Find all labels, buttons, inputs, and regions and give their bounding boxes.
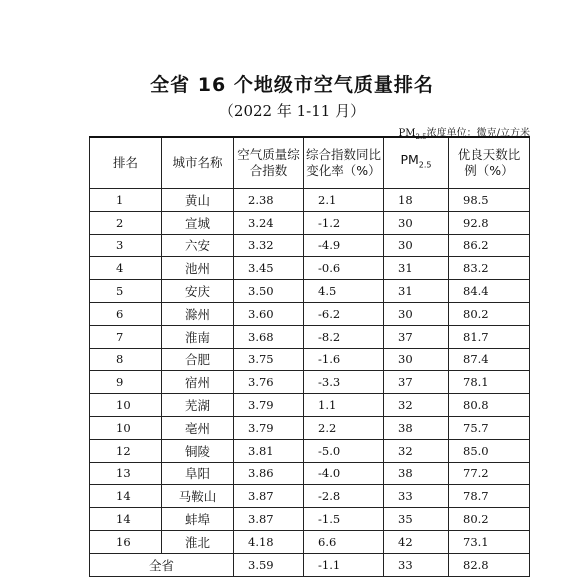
table-row xyxy=(90,325,530,348)
cell-city: 六安 xyxy=(162,234,234,257)
cell-index: 3.79 xyxy=(234,416,304,439)
cell-pm: 42 xyxy=(384,530,449,553)
cell-index: 4.18 xyxy=(234,530,304,553)
cell-rank: 1 xyxy=(90,189,162,212)
cell-good: 78.7 xyxy=(449,485,530,508)
header-pm-label: PM xyxy=(400,152,419,168)
cell-change: 6.6 xyxy=(304,530,384,553)
cell-city: 池州 xyxy=(162,257,234,280)
cell-good: 92.8 xyxy=(449,211,530,234)
cell-city: 合肥 xyxy=(162,348,234,371)
cell-pm: 30 xyxy=(384,348,449,371)
table-row xyxy=(90,508,530,531)
table-row xyxy=(90,234,530,257)
cell-index: 3.81 xyxy=(234,439,304,462)
cell-change: 2.1 xyxy=(304,189,384,212)
cell-rank: 6 xyxy=(90,302,162,325)
cell-pm: 30 xyxy=(384,211,449,234)
cell-index: 3.24 xyxy=(234,211,304,234)
header-change xyxy=(304,137,384,189)
cell-index: 3.60 xyxy=(234,302,304,325)
cell-pm: 31 xyxy=(384,257,449,280)
cell-index: 3.87 xyxy=(234,485,304,508)
cell-city: 宿州 xyxy=(162,371,234,394)
header-pm-sub: 2.5 xyxy=(418,160,432,170)
cell-pm: 32 xyxy=(384,394,449,417)
table-row xyxy=(90,189,530,212)
cell-pm: 30 xyxy=(384,234,449,257)
cell-rank: 7 xyxy=(90,325,162,348)
cell-pm: 18 xyxy=(384,189,449,212)
table-row xyxy=(90,485,530,508)
header-good-line2: 例（%） xyxy=(464,163,514,178)
cell-change: -1.6 xyxy=(304,348,384,371)
table-body xyxy=(90,189,530,577)
cell-change: -4.9 xyxy=(304,234,384,257)
cell-city: 黄山 xyxy=(162,189,234,212)
table-row xyxy=(90,302,530,325)
cell-pm: 35 xyxy=(384,508,449,531)
cell-total-good: 82.8 xyxy=(449,553,530,576)
cell-good: 78.1 xyxy=(449,371,530,394)
cell-rank: 10 xyxy=(90,416,162,439)
cell-total-label: 全省 xyxy=(90,553,234,576)
cell-index: 3.75 xyxy=(234,348,304,371)
total-row xyxy=(90,553,530,576)
cell-pm: 31 xyxy=(384,280,449,303)
page-subtitle: （2022 年 1-11 月） xyxy=(218,102,366,120)
cell-change: 2.2 xyxy=(304,416,384,439)
cell-change: -3.3 xyxy=(304,371,384,394)
cell-good: 83.2 xyxy=(449,257,530,280)
cell-pm: 32 xyxy=(384,439,449,462)
cell-good: 86.2 xyxy=(449,234,530,257)
table-row xyxy=(90,257,530,280)
cell-change: -4.0 xyxy=(304,462,384,485)
cell-good: 80.2 xyxy=(449,508,530,531)
table-row xyxy=(90,394,530,417)
cell-rank: 2 xyxy=(90,211,162,234)
cell-good: 75.7 xyxy=(449,416,530,439)
cell-rank: 16 xyxy=(90,530,162,553)
cell-index: 3.86 xyxy=(234,462,304,485)
cell-change: -8.2 xyxy=(304,325,384,348)
unit-label: PM xyxy=(398,128,416,139)
cell-rank: 4 xyxy=(90,257,162,280)
cell-index: 3.79 xyxy=(234,394,304,417)
cell-index: 3.68 xyxy=(234,325,304,348)
cell-good: 84.4 xyxy=(449,280,530,303)
cell-rank: 12 xyxy=(90,439,162,462)
table-row xyxy=(90,462,530,485)
cell-rank: 14 xyxy=(90,485,162,508)
cell-index: 3.50 xyxy=(234,280,304,303)
header-city: 城市名称 xyxy=(162,137,234,189)
table-row xyxy=(90,280,530,303)
cell-pm: 30 xyxy=(384,302,449,325)
cell-good: 80.2 xyxy=(449,302,530,325)
cell-change: -2.8 xyxy=(304,485,384,508)
cell-good: 81.7 xyxy=(449,325,530,348)
cell-pm: 37 xyxy=(384,325,449,348)
cell-pm: 33 xyxy=(384,485,449,508)
cell-city: 阜阳 xyxy=(162,462,234,485)
cell-change: 4.5 xyxy=(304,280,384,303)
cell-good: 80.8 xyxy=(449,394,530,417)
cell-rank: 3 xyxy=(90,234,162,257)
cell-rank: 10 xyxy=(90,394,162,417)
cell-city: 亳州 xyxy=(162,416,234,439)
cell-index: 3.76 xyxy=(234,371,304,394)
cell-total-index: 3.59 xyxy=(234,553,304,576)
table-row xyxy=(90,530,530,553)
cell-good: 98.5 xyxy=(449,189,530,212)
cell-rank: 14 xyxy=(90,508,162,531)
cell-city: 马鞍山 xyxy=(162,485,234,508)
header-row xyxy=(90,137,530,189)
cell-rank: 5 xyxy=(90,280,162,303)
cell-good: 87.4 xyxy=(449,348,530,371)
cell-good: 73.1 xyxy=(449,530,530,553)
header-change-line1: 综合指数同比 xyxy=(305,147,381,162)
cell-change: 1.1 xyxy=(304,394,384,417)
cell-index: 2.38 xyxy=(234,189,304,212)
cell-city: 宣城 xyxy=(162,211,234,234)
cell-rank: 13 xyxy=(90,462,162,485)
unit-text: 浓度单位：微克/立方米 xyxy=(426,128,530,139)
header-index-line2: 合指数 xyxy=(249,163,288,178)
table-row xyxy=(90,371,530,394)
cell-change: -1.2 xyxy=(304,211,384,234)
page-title: 全省 16 个地级市空气质量排名 xyxy=(150,74,434,96)
header-index xyxy=(234,137,304,189)
cell-change: -0.6 xyxy=(304,257,384,280)
cell-city: 安庆 xyxy=(162,280,234,303)
header-change-line2: 变化率（%） xyxy=(306,163,381,178)
cell-good: 77.2 xyxy=(449,462,530,485)
cell-rank: 8 xyxy=(90,348,162,371)
header-good xyxy=(449,137,530,189)
header-rank: 排名 xyxy=(90,137,162,189)
cell-good: 85.0 xyxy=(449,439,530,462)
header-pm xyxy=(384,137,449,189)
cell-pm: 38 xyxy=(384,416,449,439)
header-good-line1: 优良天数比 xyxy=(457,147,521,162)
header-index-line1: 空气质量综 xyxy=(237,147,300,162)
cell-change: -5.0 xyxy=(304,439,384,462)
table-row xyxy=(90,439,530,462)
cell-pm: 37 xyxy=(384,371,449,394)
cell-city: 铜陵 xyxy=(162,439,234,462)
cell-city: 芜湖 xyxy=(162,394,234,417)
unit-sub: 2.5 xyxy=(415,133,427,141)
cell-total-change: -1.1 xyxy=(304,553,384,576)
ranking-table xyxy=(89,136,530,577)
cell-city: 淮南 xyxy=(162,325,234,348)
cell-index: 3.32 xyxy=(234,234,304,257)
cell-pm: 38 xyxy=(384,462,449,485)
cell-city: 蚌埠 xyxy=(162,508,234,531)
cell-city: 滁州 xyxy=(162,302,234,325)
cell-index: 3.87 xyxy=(234,508,304,531)
cell-change: -1.5 xyxy=(304,508,384,531)
cell-total-pm: 33 xyxy=(384,553,449,576)
cell-change: -6.2 xyxy=(304,302,384,325)
cell-rank: 9 xyxy=(90,371,162,394)
table-row xyxy=(90,211,530,234)
cell-index: 3.45 xyxy=(234,257,304,280)
table-row xyxy=(90,416,530,439)
table-row xyxy=(90,348,530,371)
cell-city: 淮北 xyxy=(162,530,234,553)
